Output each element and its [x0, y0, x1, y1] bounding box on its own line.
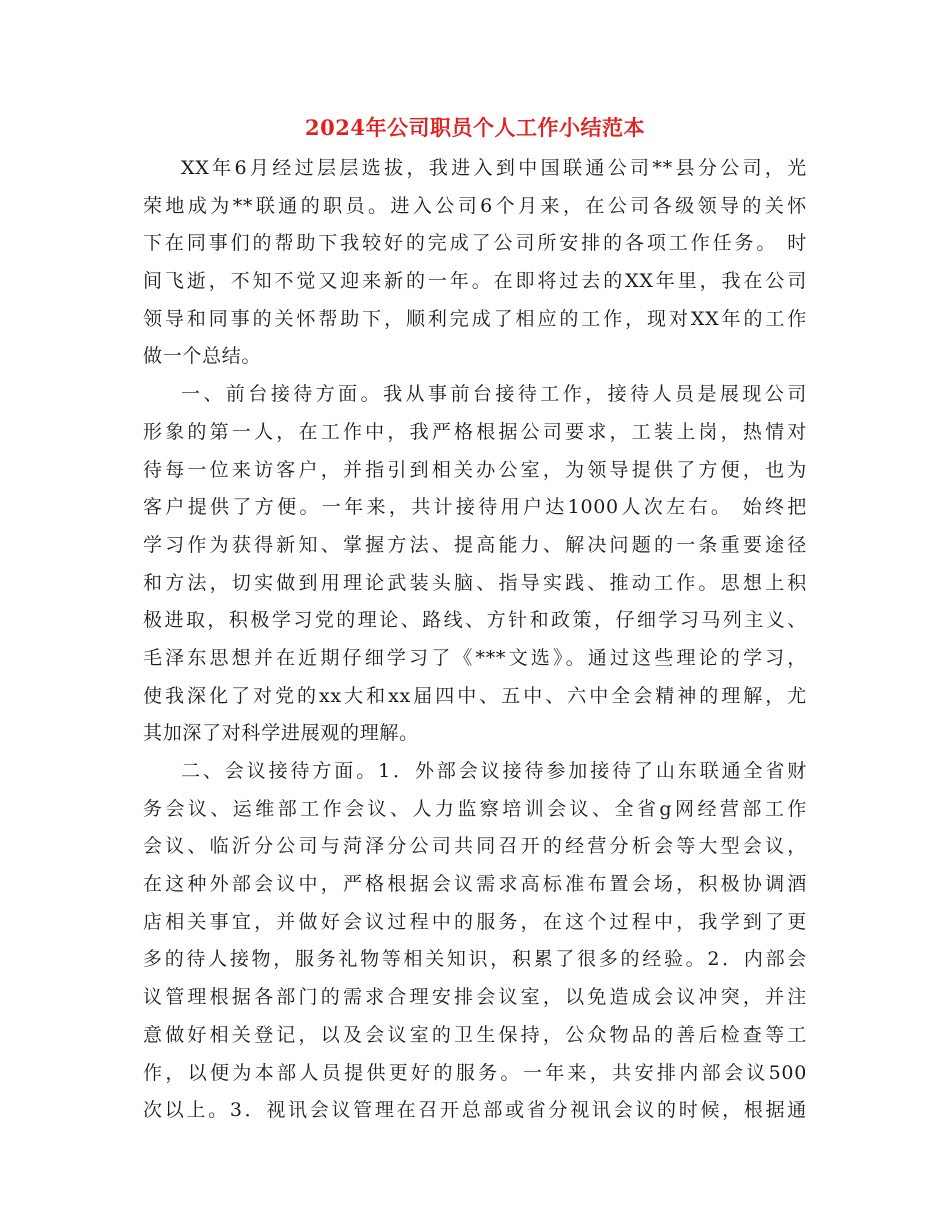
- paragraph-line: 学习作为获得新知、掌握方法、提高能力、解决问题的一条重要途径: [143, 533, 807, 556]
- paragraph-line: 意做好相关登记，以及会议室的卫生保持，公众物品的善后检查等工: [143, 1023, 807, 1046]
- paragraph-line: 毛泽东思想并在近期仔细学习了《***文选》。通过这些理论的学习，: [143, 646, 807, 669]
- paragraph-line: 会议、临沂分公司与菏泽分公司共同召开的经营分析会等大型会议，: [143, 835, 807, 858]
- paragraph-line: 下在同事们的帮助下我较好的完成了公司所安排的各项工作任务。 时: [143, 232, 807, 255]
- paragraph-line: 荣地成为**联通的职员。进入公司6个月来，在公司各级领导的关怀: [143, 194, 807, 217]
- paragraph-line: XX年6月经过层层选拔，我进入到中国联通公司**县分公司，光: [181, 157, 807, 179]
- paragraph-line: 在这种外部会议中，严格根据会议需求高标准布置会场，积极协调酒: [143, 873, 807, 896]
- paragraph-line: 作，以便为本部人员提供更好的服务。一年来，共安排内部会议500: [143, 1061, 807, 1084]
- paragraph-line: 其加深了对科学进展观的理解。: [143, 722, 419, 745]
- paragraph-line: 一、前台接待方面。我从事前台接待工作，接待人员是展现公司: [181, 383, 807, 406]
- document-title: 2024年公司职员个人工作小结范本: [305, 115, 645, 140]
- paragraph-line: 待每一位来访客户，并指引到相关办公室，为领导提供了方便，也为: [143, 458, 807, 481]
- paragraph-line: 多的待人接物，服务礼物等相关知识，积累了很多的经验。2．内部会: [143, 948, 807, 971]
- paragraph-line: 客户提供了方便。一年来，共计接待用户达1000人次左右。 始终把: [143, 496, 807, 519]
- paragraph-line: 店相关事宜，并做好会议过程中的服务，在这个过程中，我学到了更: [143, 910, 807, 933]
- paragraph-line: 间飞逝，不知不觉又迎来新的一年。在即将过去的XX年里，我在公司: [143, 270, 807, 293]
- document-body: [143, 150, 807, 1130]
- paragraph-line: 和方法，切实做到用理论武装头脑、指导实践、推动工作。思想上积: [143, 571, 807, 594]
- paragraph-line: 领导和同事的关怀帮助下，顺利完成了相应的工作，现对XX年的工作: [143, 307, 807, 330]
- paragraph-line: 形象的第一人，在工作中，我严格根据公司要求，工装上岗，热情对: [143, 420, 807, 443]
- paragraph-line: 使我深化了对党的xx大和xx届四中、五中、六中全会精神的理解，尤: [143, 684, 807, 707]
- paragraph-line: 极进取，积极学习党的理论、路线、方针和政策，仔细学习马列主义、: [143, 609, 807, 632]
- paragraph-line: 议管理根据各部门的需求合理安排会议室，以免造成会议冲突，并注: [143, 986, 807, 1009]
- paragraph-line: 二、会议接待方面。1．外部会议接待参加接待了山东联通全省财: [181, 760, 807, 782]
- paragraph-line: 做一个总结。: [143, 345, 262, 368]
- paragraph-line: 务会议、运维部工作会议、人力监察培训会议、全省g网经营部工作: [143, 797, 807, 820]
- paragraph-line: 次以上。3．视讯会议管理在召开总部或省分视讯会议的时候，根据通: [143, 1099, 807, 1122]
